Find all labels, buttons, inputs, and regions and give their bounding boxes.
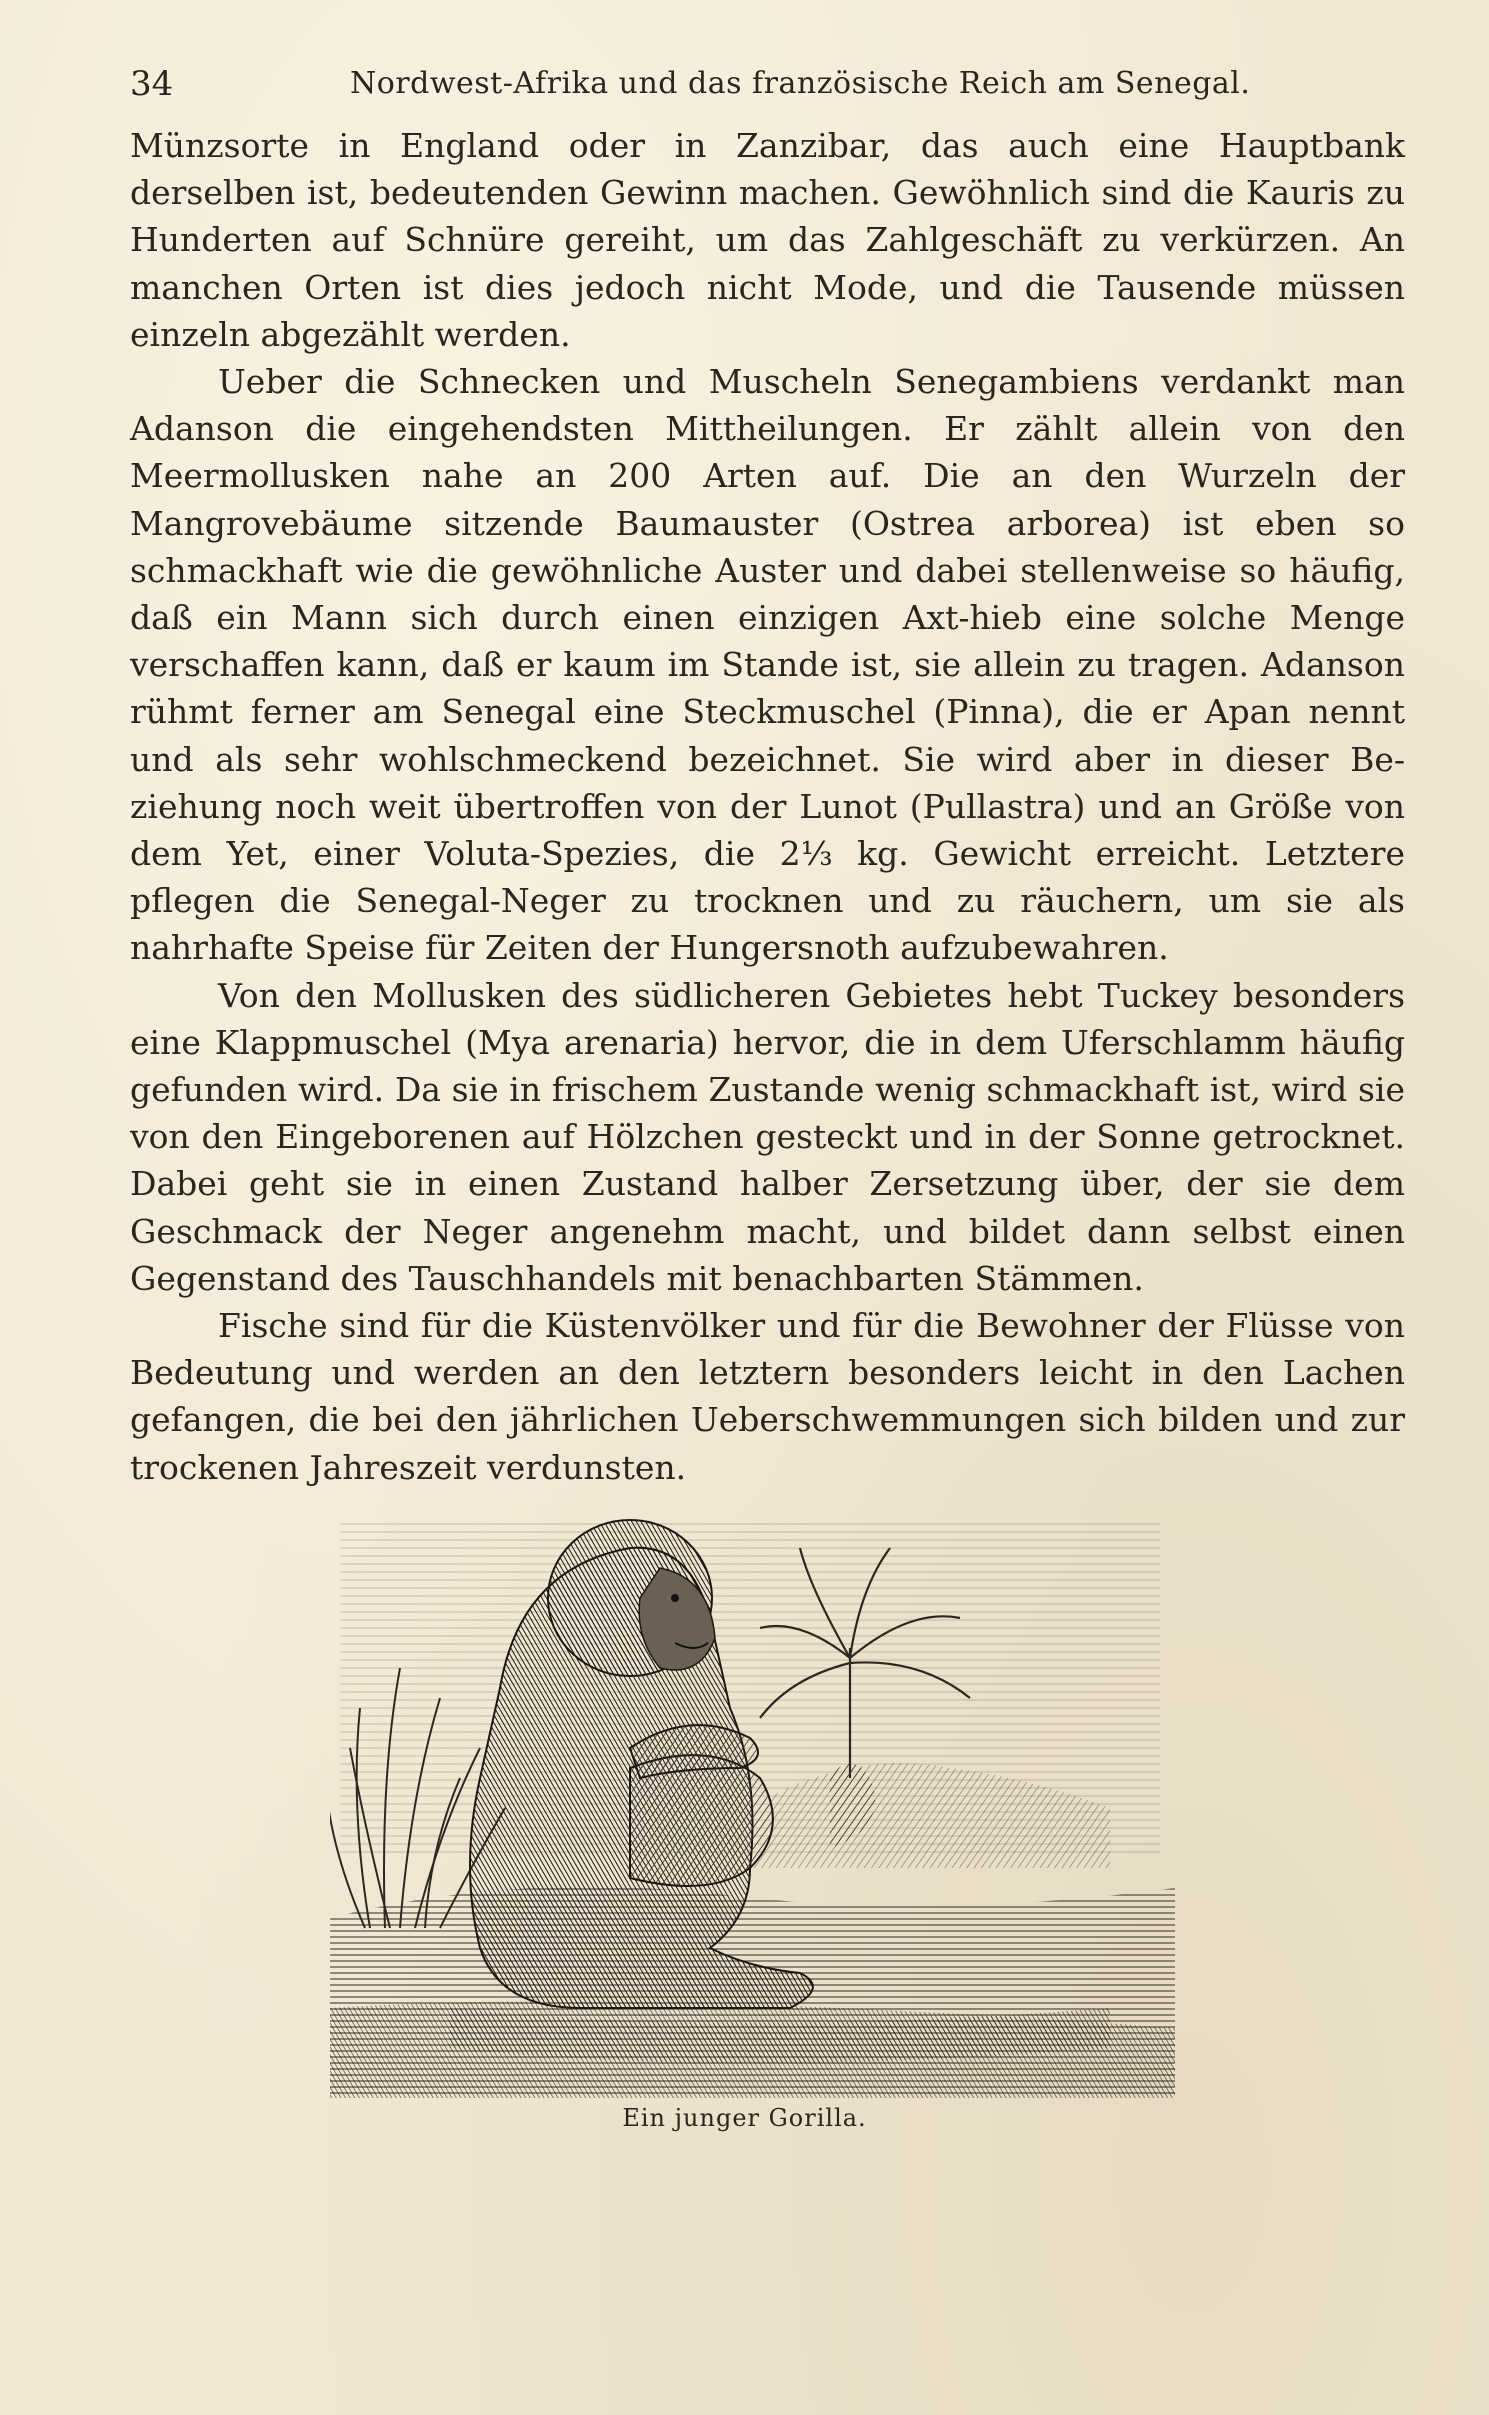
body-text (130, 122, 1405, 1491)
running-title: Nordwest-Afrika und das französische Reich am Senegal. (350, 66, 1251, 101)
paragraph-1: Münzsorte in England oder in Zanzibar, das auch eine Hauptbank derselben ist, bedeutenden Gewinn machen. Gewöhnlich sind die Kauris zu Hunderten auf Schnüre gereiht, um das Zahlgeschäft zu verkürzen. An manchen Orten ist dies jedoch nicht Mode, und die Tausende müssen einzeln abgezählt werden. (130, 126, 1405, 354)
paragraph-3: Von den Mollusken des südlicheren Gebietes hebt Tuckey besonders eine Klappmuschel (Mya arenaria) hervor, die in dem Uferschlamm häufig gefunden wird. Da sie in frischem Zustande wenig schmackhaft ist, wird sie von den Eingeborenen auf Hölzchen gesteckt und in der Sonne getrocknet. Dabei geht sie in einen Zustand halber Zersetzung über, der sie dem Geschmack der Neger angenehm macht, und bildet dann selbst einen Gegenstand des Tauschhandels mit benachbarten Stämmen. (130, 975, 1405, 1298)
figure-caption: Ein junger Gorilla. (622, 2104, 867, 2132)
paragraph-4: Fische sind für die Küstenvölker und für die Bewohner der Flüsse von Bedeutung und werden an den letztern besonders leicht in den Lachen gefangen, die bei den jährlichen Ueberschwemmungen sich bilden und zur trockenen Jahreszeit verdunsten. (130, 1306, 1405, 1487)
gorilla-engraving (330, 1448, 1175, 2103)
paragraph-2: Ueber die Schnecken und Muscheln Senegambiens verdankt man Adanson die eingehendsten Mittheilungen. Er zählt allein von den Meermollusken nahe an 200 Arten auf. Die an den Wurzeln der Mangrovebäume sitzende Baumauster (Ostrea arborea) ist eben so schmackhaft wie die gewöhnliche Auster und dabei stellenweise so häufig, daß ein Mann sich durch einen einzigen Axt-hieb eine solche Menge verschaffen kann, daß er kaum im Stande ist, sie allein zu tragen. Adanson rühmt ferner am Senegal eine Steckmuschel (Pinna), die er Apan nennt und als sehr wohlschmeckend bezeichnet. Sie wird aber in dieser Be-ziehung noch weit übertroffen von der Lunot (Pullastra) und an Größe von dem Yet, einer Voluta-Spezies, die 2⅓ kg. Gewicht erreicht. Letztere pflegen die Senegal-Neger zu trocknen und zu räuchern, um sie als nahrhafte Speise für Zeiten der Hungersnoth aufzubewahren. (130, 362, 1405, 968)
page-number: 34 (130, 64, 174, 104)
page-header (130, 62, 1405, 106)
